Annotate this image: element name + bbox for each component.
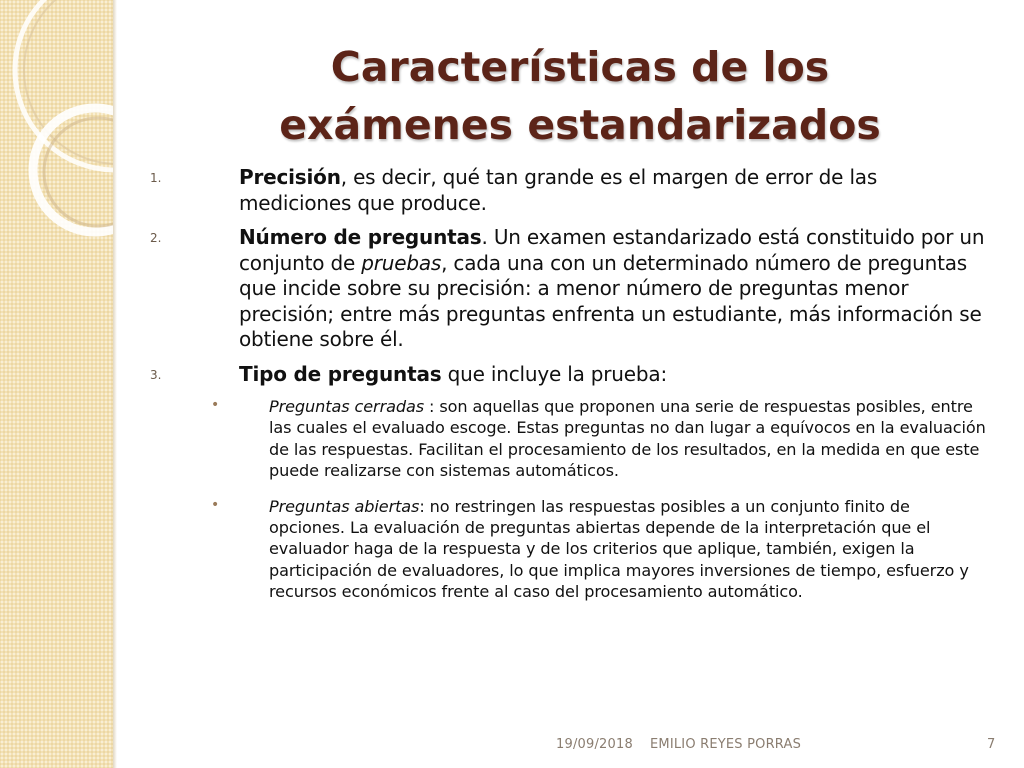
item-description: , es decir, qué tan grande es el margen de error de las mediciones que produce.	[239, 165, 878, 215]
item-description: que incluye la prueba:	[441, 361, 667, 386]
item-text	[239, 362, 990, 388]
bullet-dot-icon: •	[211, 496, 220, 513]
title-line-1: Características de los	[330, 43, 830, 91]
footer-page-number: 7	[987, 737, 996, 752]
decorative-rings	[0, 0, 113, 768]
numbered-item-3	[150, 362, 990, 388]
band-shadow	[113, 0, 117, 768]
sub-bullet-list	[150, 396, 990, 603]
numbered-item-2	[150, 225, 990, 353]
item-description-cont: , cada una con un determinado número de preguntas que incide sobre su precisión: a menor número de preguntas menor precisión; entre más preguntas enfrenta un estudiante, más información se obtiene sobre él.	[239, 250, 982, 351]
ring-lower-shade	[44, 118, 113, 226]
item-term: Tipo de preguntas	[239, 361, 442, 386]
item-text	[239, 225, 990, 353]
item-text	[239, 165, 990, 216]
slide-title	[200, 38, 960, 154]
title-line-2: exámenes estandarizados	[279, 101, 881, 149]
item-number: 3.	[150, 367, 162, 382]
bullet-item-closed-questions	[211, 396, 990, 482]
item-description: . Un examen estandarizado está constituido por un conjunto de	[239, 225, 985, 275]
item-term: Número de preguntas	[239, 225, 482, 249]
item-italic-term: pruebas	[361, 250, 442, 275]
footer-date: 19/09/2018	[556, 737, 633, 752]
bullet-text	[269, 496, 990, 603]
bullet-term: Preguntas abiertas	[269, 496, 420, 516]
decorative-side-band	[0, 0, 113, 768]
ring-upper	[15, 0, 113, 170]
item-number: 2.	[150, 231, 162, 245]
bullet-text	[269, 396, 990, 482]
bullet-description: : no restringen las respuestas posibles a un conjunto finito de opciones. La evaluación de preguntas abiertas depende de la interpretación que el evaluador haga de la respuesta y de los criterios que aplique, también, exigen la participación de evaluadores, lo que implica mayores inversiones de tiempo, esfuerzo y recursos económicos frente al caso del procesamiento automático.	[269, 496, 969, 602]
bullet-description: : son aquellas que proponen una serie de respuestas posibles, entre las cuales el evaluado escoge. Estas preguntas no dan lugar a equívocos en la evaluación de las respuestas. Facilitan el procesamiento de los resultados, en la medida en que este puede realizarse con sistemas automáticos.	[269, 397, 986, 481]
slide-content	[150, 165, 990, 617]
footer-author: EMILIO REYES PORRAS	[650, 737, 802, 752]
item-number: 1.	[150, 171, 162, 185]
bullet-term: Preguntas cerradas	[269, 397, 425, 416]
bullet-dot-icon: •	[211, 397, 220, 413]
bullet-item-open-questions	[211, 496, 990, 603]
item-term: Precisión	[239, 165, 341, 189]
numbered-item-1	[150, 165, 990, 216]
